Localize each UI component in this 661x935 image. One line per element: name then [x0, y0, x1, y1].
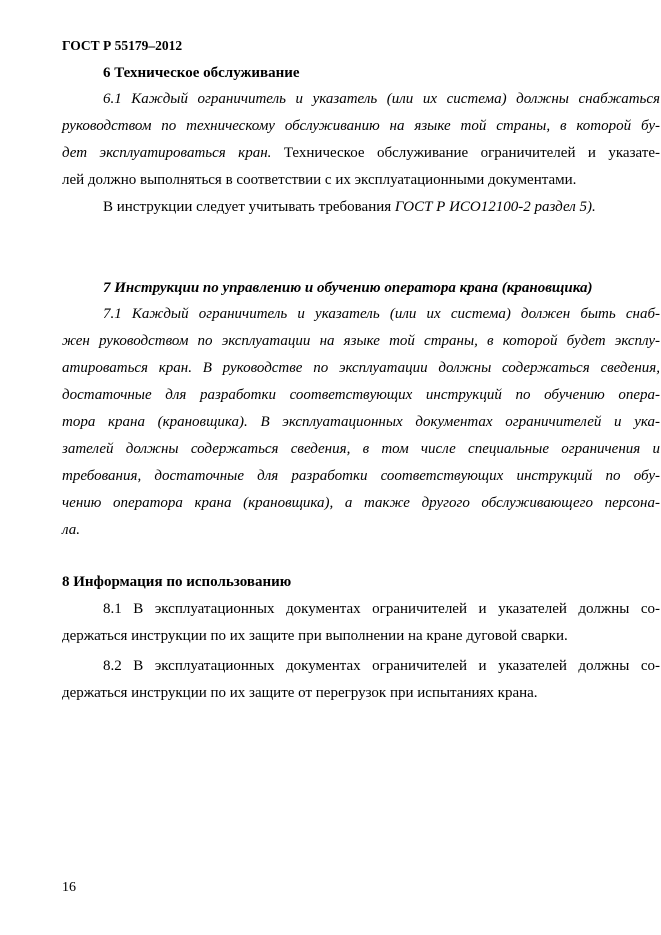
section-6-p1-line2: руководством по техническому обслуживанию на языке той страны, в которой бу-	[62, 118, 660, 134]
section-7-line: ла.	[62, 522, 80, 538]
section-7-line: зателей должны содержаться сведения, в том числе специальные ограничения и	[62, 441, 660, 457]
section-7-line: атироваться кран. В руководстве по эксплуатации должны содержаться сведения,	[62, 360, 660, 376]
section-6-p1-line3-italic: дет эксплуатироваться кран.	[62, 145, 272, 161]
section-6-title: 6 Техническое обслуживание	[103, 65, 300, 81]
section-7-line: 7.1 Каждый ограничитель и указатель (или их система) должен быть снаб-	[103, 306, 660, 322]
section-7-line: достаточные для разработки соответствующих инструкций по обучению опера-	[62, 387, 660, 403]
section-6-p2	[103, 198, 596, 216]
section-8-p1-line1: 8.1 В эксплуатационных документах ограничителей и указателей должны со-	[103, 601, 660, 617]
section-7-line: жен руководством по эксплуатации на языке той страны, в которой будет эксплу-	[62, 333, 660, 349]
section-6-p1-line4: лей должно выполняться в соответствии с их эксплуатационными документами.	[62, 172, 577, 188]
section-8-p2-line1: 8.2 В эксплуатационных документах ограничителей и указателей должны со-	[103, 658, 660, 674]
section-6-p2-ref: ГОСТ Р ИСО12100-2 раздел 5).	[394, 199, 596, 215]
section-7-line: требования, достаточные для разработки соответствующих инструкций по обу-	[62, 468, 660, 484]
section-7-title: 7 Инструкции по управлению и обучению оператора крана (крановщика)	[103, 280, 593, 296]
section-6-p1-line3-rest: Техническое обслуживание ограничителей и указате-	[271, 145, 660, 161]
section-7-line: тора крана (крановщика). В эксплуатационных документах ограничителей и ука-	[62, 414, 660, 430]
page-number: 16	[62, 880, 76, 895]
section-6-p2-text: В инструкции следует учитывать требования	[103, 199, 395, 215]
section-8-p1-line2: держаться инструкции по их защите при выполнении на кране дуговой сварки.	[62, 628, 568, 644]
section-8-title: 8 Информация по использованию	[62, 574, 292, 590]
section-6-p1-line1: 6.1 Каждый ограничитель и указатель (или их система) должны снабжаться	[103, 91, 660, 107]
section-8-p2-line2: держаться инструкции по их защите от перегрузок при испытаниях крана.	[62, 685, 538, 701]
section-6-p1-line3	[62, 144, 660, 162]
standard-header: ГОСТ Р 55179–2012	[62, 38, 183, 53]
section-7-line: чению оператора крана (крановщика), а также другого обслуживающего персона-	[62, 495, 660, 511]
